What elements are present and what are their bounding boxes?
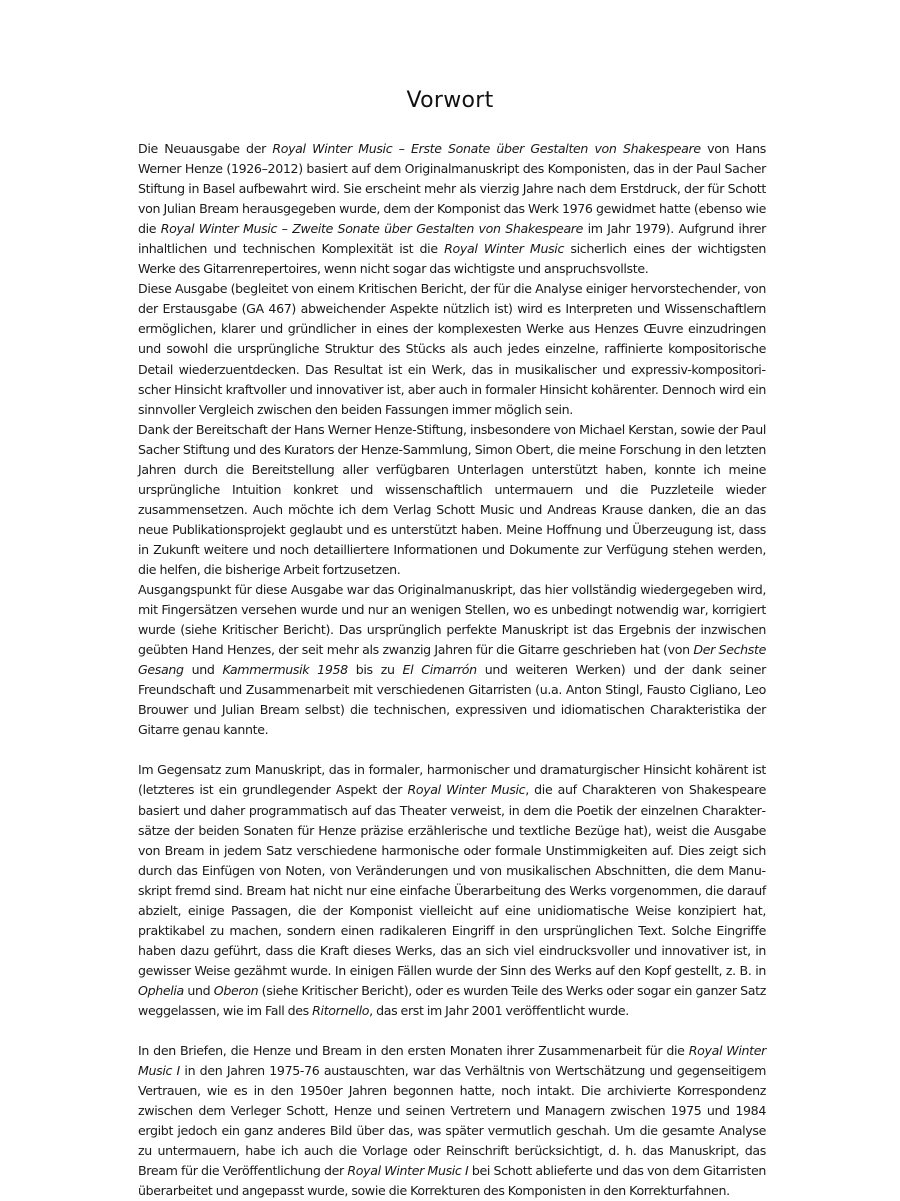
paragraph-text: Dank der Bereitschaft der Hans Werner Henze-Stiftung, insbesondere von Michael Kerstan, sowie der Paul Sacher Stiftung und des Kurators der Henze-Sammlung, Simon Obert, die meine Forschung in den letzten Jahren durch die Bereitstellung aller verfügbaren Unterlagen unterstützt haben, konnte ich meine ursprüngliche Intuition konkret und wissenschaftlich untermauern und die Puzzleteile wieder zusammensetzen. Auch möchte ich dem Verlag Schott Music und Andreas Krause danken, die an das neue Publikationsprojekt geglaubt und es unterstützt haben. Meine Hoffnung und Überzeugung ist, dass in Zukunft weitere und noch detailliertere Informationen und Dokumente zur Verfügung stehen werden, die helfen, die bisherige Arbeit fortzusetzen. xyxy=(138,421,766,577)
work-title-italic: Royal Winter Music xyxy=(444,241,565,257)
preface-body xyxy=(138,139,766,1201)
paragraph-text: von Hans Werner Henze (1926–2012) basiert auf dem Originalmanuskript des Komponisten, das in der Paul Sacher Stiftung in Basel aufbewahrt wird. Sie erscheint mehr als vierzig Jahre nach dem Erstdruck, der für Schott von Julian Bream herausgegeben wurde, dem der Komponist das Werk 1976 gewidmet hatte (ebenso wie die xyxy=(138,141,766,237)
work-title-italic: Der Sechste Gesang xyxy=(138,642,766,678)
paragraph-text: , das erst im Jahr 2001 veröffentlicht wurde. xyxy=(369,1002,629,1018)
paragraph-text: bei Schott ablieferte und das von dem Gitarristen überarbeitet und angepasst wurde, sowie die Korrekturen des Komponisten in den Korrekturfahnen. xyxy=(138,1163,766,1199)
preface-paragraph xyxy=(138,1041,766,1201)
paragraph-text: (siehe Kritischer Bericht), oder es wurden Teile des Werks oder sogar ein ganzer Satz weggelassen, wie im Fall des xyxy=(138,982,766,1018)
paragraph-text: Diese Ausgabe (begleitet von einem Kritischen Bericht, der für die Analyse einiger hervorstechender, von der Erstausgabe (GA 467) abweichender Aspekte nützlich ist) wird es Interpreten und Wissenschaftlern ermöglichen, klarer und gründlicher in eines der komplexesten Werke aus Henzes Œuvre einzudringen und sowohl die ursprüngliche Struktur des Stücks als auch jedes einzelne, raffinierte kompositorische Detail wiederzuentdecken. Das Resultat ist ein Werk, das in musikalischer und expressiv-kompositorischer Hinsicht kraftvoller und innovativer ist, aber auch in formaler Hinsicht kohärenter. Dennoch wird ein sinnvoller Vergleich zwischen den beiden Fassungen immer möglich sein. xyxy=(138,281,766,417)
preface-paragraph xyxy=(138,420,766,580)
work-title-italic: Royal Winter Music – Zweite Sonate über Gestalten von Shakespeare xyxy=(160,221,584,237)
paragraph-text: in den Jahren 1975-76 austauschten, war das Verhältnis von Wertschätzung und gegenseitigem Vertrauen, wie es in den 1950er Jahren begonnen hatte, noch intakt. Die archivierte Korrespondenz zwischen dem Verleger Schott, Henze und seinen Vertretern und Managern zwischen 1975 und 1984 ergibt jedoch ein ganz anderes Bild über das, was später vermutlich geschah. Um die gesamte Analyse zu untermauern, habe ich auch die Vorlage oder Reinschrift berücksichtigt, d. h. das Manuskript, das Bream für die Veröffentlichung der xyxy=(138,1063,767,1179)
paragraph-text: Ausgangspunkt für diese Ausgabe war das Originalmanuskript, das hier vollständig wiedergegeben wird, mit Fingersätzen versehen wurde und nur an wenigen Stellen, wo es unbedingt notwendig war, korrigiert wurde (siehe Kritischer Bericht). Das ursprünglich perfekte Manuskript ist das Ergebnis der inzwischen geübten Hand Henzes, der seit mehr als zwanzig Jahren für die Gitarre geschrieben hat (von xyxy=(138,582,766,658)
paragraph-text: In den Briefen, die Henze und Bream in den ersten Monaten ihrer Zusammenarbeit für die xyxy=(138,1043,689,1059)
work-title-italic: Oberon xyxy=(213,982,259,998)
page-title: Vorwort xyxy=(406,88,494,113)
work-title-italic: El Cimarrón xyxy=(402,662,477,678)
preface-paragraph xyxy=(138,760,766,1021)
work-title-italic: Ophelia xyxy=(138,982,184,998)
paragraph-text: und xyxy=(183,982,214,998)
work-title-italic: Kammermusik 1958 xyxy=(222,662,348,678)
work-title-italic: Royal Winter Music I xyxy=(347,1163,469,1179)
paragraph-text: sicherlich eines der wichtigsten Werke des Gitarrenrepertoires, wenn nicht sogar das wichtigste und anspruchsvollste. xyxy=(138,241,767,277)
preface-paragraph xyxy=(138,580,766,740)
work-title-italic: Ritornello xyxy=(312,1002,370,1018)
preface-paragraph xyxy=(138,279,766,419)
paragraph-text: im Jahr 1979). Aufgrund ihrer inhaltlichen und technischen Komplexität ist die xyxy=(138,221,766,257)
work-title-italic: Royal Winter Music – Erste Sonate über Gestalten von Shakespeare xyxy=(272,141,701,156)
paragraph-text: bis zu xyxy=(347,662,403,678)
paragraph-text: , die auf Charakteren von Shakespeare basiert und daher programmatisch auf das Theater verweist, in dem die Poetik der einzelnen Charaktersätze der beiden Sonaten für Henze präzise erzählerische und textliche Bezüge hat), weist die Ausgabe von Bream in jedem Satz verschiedene harmonische oder formale Unstimmigkeiten auf. Dies zeigt sich durch das Einfügen von Noten, von Veränderungen und von musikalischen Abschnitten, die dem Manuskript fremd sind. Bream hat nicht nur eine einfache Überarbeitung des Werks vorgenommen, die darauf abzielt, einige Passagen, die der Komponist vielleicht auf eine unidiomatische Weise konzipiert hat, praktikabel zu machen, sondern einen radikaleren Eingriff in den ursprünglichen Text. Solche Eingriffe haben dazu geführt, dass die Kraft dieses Werks, das an sich viel eindrucksvoller und innovativer ist, in gewisser Weise gezähmt wurde. In einigen Fällen wurde der Sinn des Werks auf den Kopf gestellt, z. B. in xyxy=(138,782,766,978)
paragraph-text: Die Neuausgabe der xyxy=(138,141,273,156)
paragraph-text: Im Gegensatz zum Manuskript, das in formaler, harmonischer und dramaturgischer Hinsicht kohärent ist (letzteres ist ein grundlegender Aspekt der xyxy=(138,762,766,798)
paragraph-text: und xyxy=(183,662,223,678)
preface-paragraph xyxy=(138,139,766,279)
work-title-italic: Royal Winter Music xyxy=(407,782,526,798)
paragraph-text: und weiteren Werken) und der dank seiner Freundschaft und Zusammenarbeit mit verschiedenen Gitarristen (u.a. Anton Stingl, Fausto Cigliano, Leo Brouwer und Julian Bream selbst) die technischen, expressiven und idiomatischen Charakteristika der Gitarre genau kannte. xyxy=(138,662,767,738)
work-title-italic: Royal Winter Music I xyxy=(138,1043,766,1079)
